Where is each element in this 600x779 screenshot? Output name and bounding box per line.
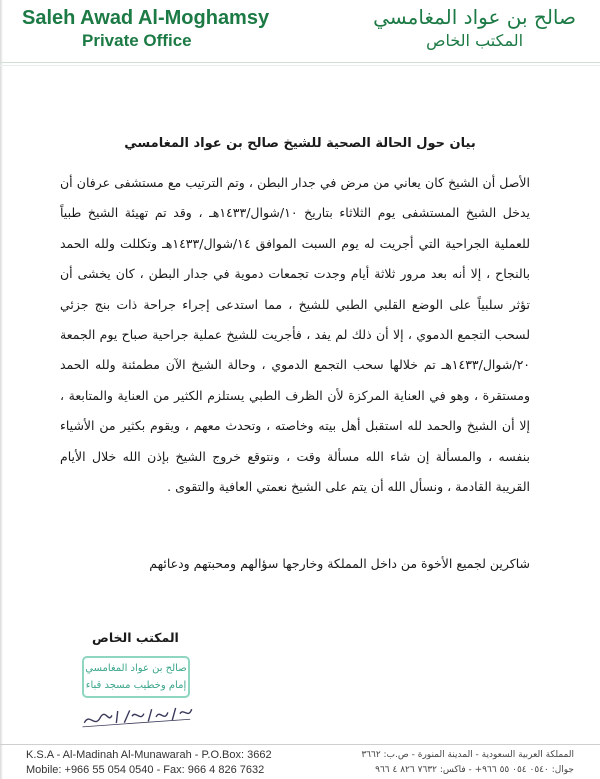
footer-divider xyxy=(0,744,600,745)
body-paragraph: الأصل أن الشيخ كان يعاني من مرض في جدار البطن ، وتم الترتيب مع مستشفى عرفان أن يدخل الشيخ المستشفى يوم الثلاثاء بتاريخ ١٠/شوال/١٤٣٣هـ ، وقد تم تهيئة الشيخ طبياً للعملية الجراحية التي أجريت له يوم السبت الموافق ١٤/شوال/١٤٣٣هـ وتكللت ولله الحمد بالنجاح ، إلا أنه بعد مرور ثلاثة أيام وجدت تجمعات دموية في جدار البطن ، كان يخشى أن تؤثر سلبياً على الوضع القلبي الطبي للشيخ ، مما استدعى إجراء جراحة ذات بنج جزئي لسحب التجمع الدموي ، إلا أن ذلك لم يفد ، فأجريت للشيخ عملية جراحية صباح يوم الجمعة ٢٠/شوال/١٤٣٣هـ تم خلالها سحب التجمع الدموي ، وحالة الشيخ الآن مطمئنة ولله الحمد ومستقرة ، وهو في العناية المركزة لأن الظرف الطبي يستلزم الكثير من العناية والمتابعة ، إلا أن الشيخ والحمد لله استقبل أهل بيته وخاصته ، وتحدث معهم ، ويقوم بكثير من الأشياء بنفسه ، والمسألة إن شاء الله مسألة وقت ، ونتوقع خروج الشيخ بإذن الله خلال الأيام القريبة القادمة ، ونسأل الله أن يتم على الشيخ نعمتي العافية والتقوى . xyxy=(60,175,531,495)
handwritten-date-signature xyxy=(77,701,196,731)
letterhead-office-ar: المكتب الخاص xyxy=(426,31,524,50)
document-body xyxy=(60,168,530,502)
official-stamp xyxy=(82,656,190,698)
signature-label: المكتب الخاص xyxy=(92,630,179,645)
footer-arabic xyxy=(361,748,574,778)
letterhead-arabic xyxy=(373,4,576,52)
footer-address-ar: المملكة العربية السعودية - المدينة المنورة - ص.ب: ٣٦٦٢ xyxy=(361,750,574,760)
page-edge-shadow xyxy=(0,0,3,779)
letterhead-english xyxy=(22,6,269,52)
stamp-line-name: صالح بن عواد المغامسي xyxy=(85,663,187,674)
letterhead-name-en: Saleh Awad Al-Moghamsy xyxy=(22,7,270,29)
letterhead-divider xyxy=(0,62,600,63)
letterhead-divider-secondary xyxy=(0,65,600,66)
letterhead-name-ar: صالح بن عواد المغامسي xyxy=(373,5,576,29)
footer-english xyxy=(26,748,272,778)
document-title: بيان حول الحالة الصحية للشيخ صالح بن عواد المغامسي xyxy=(124,136,476,151)
footer-address-en: K.S.A - Al-Madinah Al-Munawarah - P.O.Box: 3662 xyxy=(26,749,272,761)
closing-line: شاكرين لجميع الأخوة من داخل المملكة وخارجها سؤالهم ومحبتهم ودعائهم xyxy=(149,556,530,571)
stamp-line-title: إمام وخطيب مسجد قباء xyxy=(85,680,187,691)
footer-contact-ar: جوال: ٠٥٤٠ ٠٥٤ ٥٥ ٩٦٦+ - فاكس: ٧٦٣٢ ٨٢٦ ٤ ٩٦٦ xyxy=(375,765,574,775)
footer-contact-en: Mobile: +966 55 054 0540 - Fax: 966 4 826 7632 xyxy=(26,764,265,776)
handwritten-date xyxy=(77,701,196,731)
letterhead-office-en: Private Office xyxy=(82,31,192,50)
